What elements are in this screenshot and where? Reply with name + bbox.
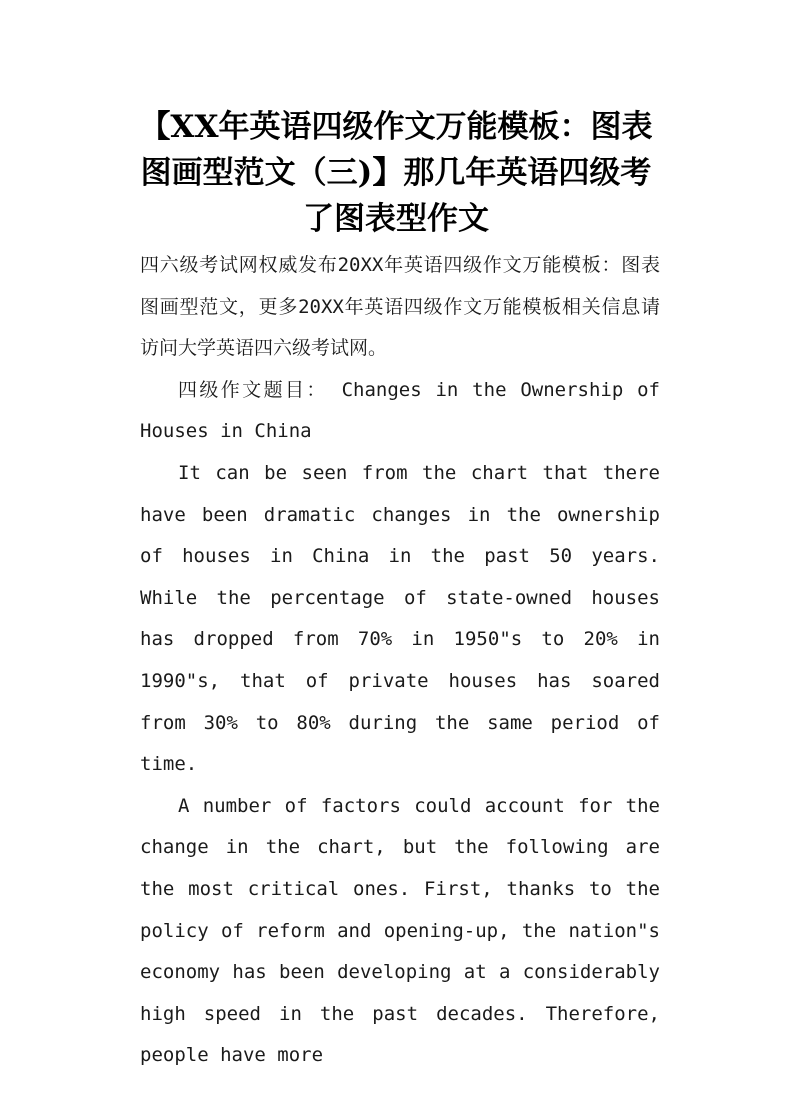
essay-topic: 四级作文题目： Changes in the Ownership of Houses in China: [140, 378, 660, 443]
essay-paragraph-2: A number of factors could account for the change in the chart, but the following are the most critical ones. First, thanks to the policy of reform and opening-up, the nation"s economy has been developing at a considerably high speed in the past decades. Therefore, people have more: [140, 794, 660, 1067]
document-body: [140, 245, 660, 1077]
intro-paragraph: 四六级考试网权威发布20XX年英语四级作文万能模板：图表图画型范文，更多20XX年英语四级作文万能模板相关信息请访问大学英语四六级考试网。: [140, 254, 660, 360]
essay-paragraph-1: It can be seen from the chart that there have been dramatic changes in the ownership of houses in China in the past 50 years. While the percentage of state-owned houses has dropped from 70% in 1950"s to 20% in 1990"s, that of private houses has soared from 30% to 80% during the same period of time.: [140, 461, 660, 776]
document-title: 【XX年英语四级作文万能模板：图表图画型范文（三)】那几年英语四级考了图表型作文: [139, 109, 653, 237]
